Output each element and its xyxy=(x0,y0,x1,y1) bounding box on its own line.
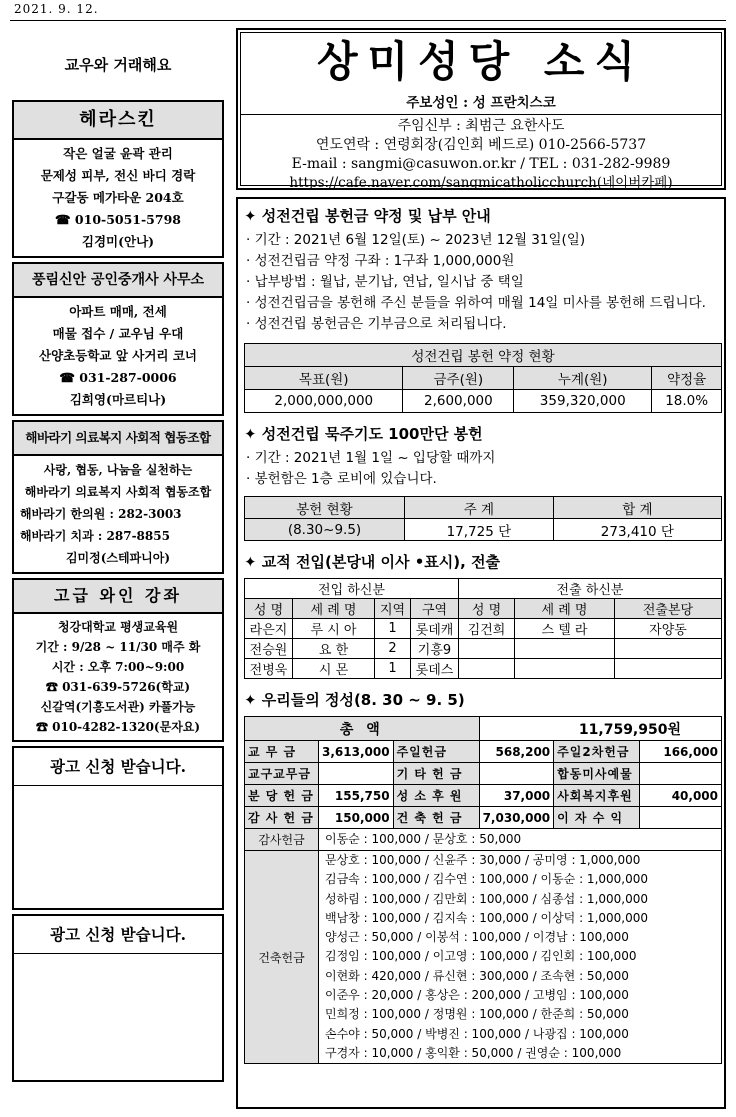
ad-slot-1 xyxy=(12,746,224,910)
bullet: · 기간 : 2021년 6월 12일(토) ~ 2023년 12월 31일(일) xyxy=(246,232,586,248)
offering-value: 37,000 xyxy=(479,785,554,807)
ad-line: 사랑, 협동, 나눔을 실천하는 xyxy=(43,463,193,477)
table-row xyxy=(245,829,722,851)
ad-phone: ☎ 031-287-0006 xyxy=(59,370,177,385)
col-header: 전출본당 xyxy=(615,599,722,619)
ad-owner: 김미정(스테파니아) xyxy=(65,551,171,565)
donor-line: 이준우 : 20,000 / 홍상은 : 200,000 / 고병임 : 100,000 xyxy=(325,988,629,1003)
cell: 2 xyxy=(375,639,411,659)
offering-value xyxy=(319,763,394,785)
offering-label: 합동미사예물 xyxy=(554,763,640,785)
bullet: · 기간 : 2021년 1월 1일 ~ 입당할 때까지 xyxy=(246,450,496,466)
col-header: 세 례 명 xyxy=(293,599,375,619)
offering-value: 155,750 xyxy=(319,785,394,807)
thanks-donors: 이동순 : 100,000 / 문상호 : 50,000 xyxy=(319,829,722,851)
rosary-table xyxy=(244,496,722,541)
cell: 라은지 xyxy=(245,619,293,639)
table-row xyxy=(245,807,722,829)
offering-label: 분 당 헌 금 xyxy=(245,785,319,807)
bullet: · 성전건립금 약정 구좌 : 1구좌 1,000,000원 xyxy=(246,253,515,269)
offering-label: 교구교무금 xyxy=(245,763,319,785)
cell xyxy=(515,659,615,679)
cell xyxy=(615,659,722,679)
ad-wine xyxy=(12,578,224,742)
cell: 스 텔 라 xyxy=(515,619,615,639)
col-header: 성 명 xyxy=(245,599,293,619)
offering-value: 7,030,000 xyxy=(479,807,554,829)
rosary-bullets xyxy=(238,448,724,490)
section-title-pledge: ✦ 성전건립 봉헌금 약정 및 납부 안내 xyxy=(244,207,491,225)
donor-line: 성하림 : 100,000 / 김만회 : 100,000 / 심종섭 : 1,000,000 xyxy=(325,891,649,906)
bullet: · 성전건립금을 봉헌해 주신 분들을 위하여 매월 14일 미사를 봉헌해 드립니다. xyxy=(246,295,706,311)
col-header: 약정율 xyxy=(652,367,722,390)
cell xyxy=(615,639,722,659)
week-count: 17,725 단 xyxy=(405,519,554,541)
ad-slot-title: 광고 신청 받습니다. xyxy=(14,916,222,954)
ad-owner: 김희영(마르티나) xyxy=(69,392,167,407)
offering-label: 교 무 금 xyxy=(245,741,319,763)
table-row xyxy=(245,639,722,659)
ad-phone: ☎ 010-5051-5798 xyxy=(55,212,181,227)
masthead-divider xyxy=(241,114,721,115)
ad-line: 해바라기 의료복지 사회적 협동조합 xyxy=(24,485,212,499)
bullet: · 봉헌함은 1층 로비에 있습니다. xyxy=(246,471,437,487)
ad-phone: ☎ 031-639-5726(학교) xyxy=(45,680,191,694)
offerings-table xyxy=(244,716,722,1064)
ad-line: 신갈역(기흥도서관) 카풀가능 xyxy=(40,700,196,714)
ad-line: 문제성 피부, 전신 바디 경락 xyxy=(40,168,196,183)
table-row xyxy=(245,851,722,1064)
total-value: 11,759,950원 xyxy=(479,717,721,741)
cell: 전승원 xyxy=(245,639,293,659)
ad-line: 구갈동 메가타운 204호 xyxy=(52,190,184,205)
total-count: 273,410 단 xyxy=(553,519,721,541)
goal-value: 2,000,000,000 xyxy=(245,390,403,413)
offering-value: 166,000 xyxy=(640,741,722,763)
email-tel: E-mail : sangmi@casuwon.or.kr / TEL : 031-282-9989 xyxy=(291,156,671,172)
ad-line: 기간 : 9/28 ~ 11/30 매주 화 xyxy=(35,640,201,654)
section-title-rosary: ✦ 성전건립 묵주기도 100만단 봉헌 xyxy=(244,425,483,443)
donor-line: 구경자 : 10,000 / 홍익환 : 50,000 / 권영순 : 100,000 xyxy=(325,1045,622,1060)
pledge-status-table xyxy=(244,343,722,413)
cell xyxy=(515,639,615,659)
in-title: 전입 하신분 xyxy=(245,579,459,599)
ads-heading: 교우와 거래해요 xyxy=(64,56,172,74)
offering-label: 이 자 수 익 xyxy=(554,807,640,829)
ads-column xyxy=(12,30,224,1086)
offering-label: 사회복지후원 xyxy=(554,785,640,807)
main-content xyxy=(236,197,726,1109)
ad-slot-2 xyxy=(12,914,224,1082)
cell: 시 몬 xyxy=(293,659,375,679)
building-donors xyxy=(319,851,722,1064)
offering-value: 40,000 xyxy=(640,785,722,807)
section-title-transfer: ✦ 교적 전입(본당내 이사 •표시), 전출 xyxy=(244,553,501,571)
col-header: 구역 xyxy=(411,599,459,619)
offering-value xyxy=(640,807,722,829)
donor-line: 이현화 : 420,000 / 류신현 : 300,000 / 조속현 : 50,000 xyxy=(325,968,629,983)
ad-realty xyxy=(12,262,224,416)
cell: 기흥9 xyxy=(411,639,459,659)
col-header: 세 례 명 xyxy=(515,599,615,619)
offering-value: 568,200 xyxy=(479,741,554,763)
ad-body xyxy=(14,614,222,740)
bullet: · 성전건립 봉헌금은 기부금으로 처리됩니다. xyxy=(246,316,507,332)
offering-label: 감 사 헌 금 xyxy=(245,807,319,829)
col-header: 합 계 xyxy=(553,497,721,519)
offering-label: 주일2차헌금 xyxy=(554,741,640,763)
issue-date: 2021. 9. 12. xyxy=(14,2,99,16)
week-value: 2,600,000 xyxy=(403,390,514,413)
ad-title: 풍림신안 공인중개사 사무소 xyxy=(14,264,222,298)
ad-body xyxy=(14,140,222,256)
cell: 전병욱 xyxy=(245,659,293,679)
pastor: 주임신부 : 최범근 요한사도 xyxy=(397,118,565,134)
table-row xyxy=(245,785,722,807)
ad-slot-title: 광고 신청 받습니다. xyxy=(14,748,222,786)
col-header: 누계(원) xyxy=(514,367,652,390)
masthead xyxy=(236,28,726,190)
ad-body xyxy=(14,456,222,572)
out-title: 전출 하신분 xyxy=(459,579,722,599)
cafe-link[interactable]: https://cafe.naver.com/sangmicatholicchurch(네이버카페) xyxy=(289,175,673,191)
table-row xyxy=(245,741,722,763)
header-rule xyxy=(10,20,726,21)
col-header: 목표(원) xyxy=(245,367,403,390)
ad-title: 헤라스킨 xyxy=(14,102,222,140)
table-row xyxy=(245,763,722,785)
offering-label: 건 축 헌 금 xyxy=(393,807,479,829)
table-row xyxy=(245,619,722,639)
col-header: 금주(원) xyxy=(403,367,514,390)
rosary-period: (8.30~9.5) xyxy=(245,519,405,541)
offering-label: 주일헌금 xyxy=(393,741,479,763)
cell: 1 xyxy=(375,659,411,679)
bullet: · 납부방법 : 월납, 분기납, 연납, 일시납 중 택일 xyxy=(246,274,524,290)
ad-line: 시간 : 오후 7:00~9:00 xyxy=(51,660,185,674)
offering-label: 성 소 후 원 xyxy=(393,785,479,807)
building-label: 건축헌금 xyxy=(245,851,319,1064)
ad-line: 아파트 매매, 전세 xyxy=(69,304,167,319)
ad-line: 작은 얼굴 윤곽 관리 xyxy=(63,146,173,161)
offering-value xyxy=(479,763,554,785)
ad-owner: 김경미(안나) xyxy=(81,234,155,249)
section-title-offerings: ✦ 우리들의 정성(8. 30 ~ 9. 5) xyxy=(244,691,465,709)
pledge-bullets xyxy=(238,230,724,335)
table-row xyxy=(245,659,722,679)
total-label: 총 액 xyxy=(245,717,480,741)
donor-line: 김정임 : 100,000 / 이고영 : 100,000 / 김인회 : 100,000 xyxy=(325,949,637,964)
offering-value xyxy=(640,763,722,785)
table-title: 성전건립 봉헌 약정 현황 xyxy=(245,344,722,367)
col-header: 성 명 xyxy=(459,599,515,619)
cell: 자양동 xyxy=(615,619,722,639)
offering-value: 150,000 xyxy=(319,807,394,829)
ad-phone: ☎ 010-4282-1320(문자요) xyxy=(35,720,201,734)
ad-sunflower xyxy=(12,420,224,574)
pledge-rate: 18.0% xyxy=(652,390,722,413)
col-header: 지역 xyxy=(375,599,411,619)
cell: 롯데캐 xyxy=(411,619,459,639)
offering-value: 3,613,000 xyxy=(319,741,394,763)
ad-line: 해바라기 한의원 : 282-3003 xyxy=(20,507,182,521)
ad-line: 해바라기 치과 : 287-8855 xyxy=(20,529,170,543)
cumulative-value: 359,320,000 xyxy=(514,390,652,413)
donor-line: 문상호 : 100,000 / 신윤주 : 30,000 / 공미영 : 1,000,000 xyxy=(325,853,641,867)
ad-title: 해바라기 의료복지 사회적 협동조합 xyxy=(14,422,222,456)
cell: 1 xyxy=(375,619,411,639)
offering-label: 기 타 헌 금 xyxy=(393,763,479,785)
patron-saint: 주보성인 : 성 프란치스코 xyxy=(406,95,556,111)
donor-line: 김금속 : 100,000 / 김수연 : 100,000 / 이동순 : 1,000,000 xyxy=(325,872,649,887)
col-header: 주 계 xyxy=(405,497,554,519)
cell: 롯데스 xyxy=(411,659,459,679)
newsletter-title: 상미성당 소식 xyxy=(316,37,646,86)
donor-line: 민희정 : 100,000 / 정명원 : 100,000 / 한준희 : 50,000 xyxy=(325,1007,629,1022)
thanks-label: 감사헌금 xyxy=(245,829,319,851)
transfer-table xyxy=(244,578,722,679)
ad-line: 청강대학교 평생교육원 xyxy=(57,620,179,634)
ad-line: 매물 접수 / 교우님 우대 xyxy=(52,326,184,341)
funeral-contact: 연도연락 : 연령회장(김인회 베드로) 010-2566-5737 xyxy=(315,137,647,153)
rosary-label: 봉헌 현황 xyxy=(245,497,405,519)
cell: 김건희 xyxy=(459,619,515,639)
cell: 요 한 xyxy=(293,639,375,659)
ad-heraskin xyxy=(12,100,224,258)
cell xyxy=(459,659,515,679)
cell: 루 시 아 xyxy=(293,619,375,639)
donor-line: 양성근 : 50,000 / 이봉석 : 100,000 / 이경남 : 100,000 xyxy=(325,930,629,945)
ad-body xyxy=(14,298,222,414)
ad-line: 산양초등학교 앞 사거리 코너 xyxy=(39,348,197,363)
cell xyxy=(459,639,515,659)
donor-line: 손수야 : 50,000 / 박병진 : 100,000 / 나광집 : 100,000 xyxy=(325,1026,629,1041)
donor-line: 백남창 : 100,000 / 김지속 : 100,000 / 이상덕 : 1,000,000 xyxy=(325,910,649,925)
ad-title: 고급 와인 강좌 xyxy=(14,580,222,614)
